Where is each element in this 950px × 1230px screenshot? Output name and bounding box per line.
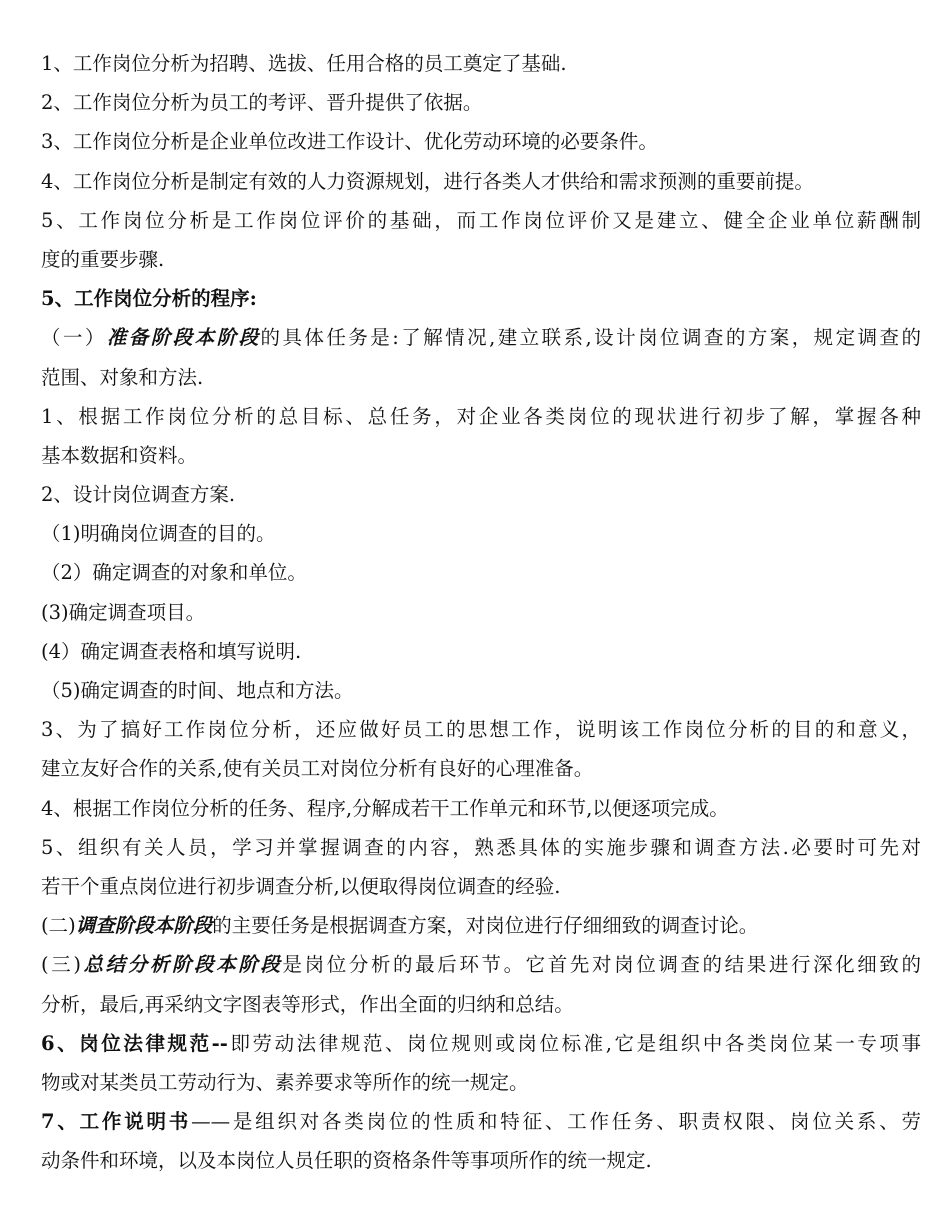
stage-title: 准备阶段本阶段 [106,326,261,350]
text-line: 5、组织有关人员，学习并掌握调查的内容，熟悉具体的实施步骤和调查方法.必要时可先对 [41,835,921,859]
stage-description: 的主要任务是根据调查方案，对岗位进行仔细细致的调查讨论。 [212,914,759,938]
term-heading: 7、工作说明书 [41,1110,192,1134]
term-heading: 6、岗位法律规范-- [41,1031,228,1055]
term-definition: 即劳动法律规范、岗位规则或岗位标准,它是组织中各类岗位某一专项事 [227,1031,921,1055]
text-line [41,1024,921,1063]
text-line: 3、为了搞好工作岗位分析，还应做好员工的思想工作，说明该工作岗位分析的目的和意义， [41,718,921,742]
text-line: (3)确定调查项目。 [41,600,206,624]
stage-number: (三) [41,953,81,977]
text-line: 3、工作岗位分析是企业单位改进工作设计、优化劳动环境的必要条件。 [41,130,658,154]
text-line: 4、工作岗位分析是制定有效的人力资源规划，进行各类人才供给和需求预测的重要前提。 [41,169,814,193]
text-line: 分析，最后,再采纳文字图表等形式，作出全面的归纳和总结。 [41,992,574,1016]
text-line: （2）确定调查的对象和单位。 [41,561,307,585]
text-line: 1、根据工作岗位分析的总目标、总任务，对企业各类岗位的现状进行初步了解，掌握各种 [41,404,921,428]
term-definition: ——是组织对各类岗位的性质和特征、工作任务、职责权限、岗位关系、劳 [191,1110,921,1134]
text-line: 2、工作岗位分析为员工的考评、晋升提供了依据。 [41,91,483,115]
text-line: 若干个重点岗位进行初步调查分析,以便取得岗位调查的经验. [41,874,561,898]
stage-description: 的具体任务是:了解情况,建立联系,设计岗位调查的方案，规定调查的 [260,326,921,350]
text-line: （1)明确岗位调查的目的。 [41,522,276,546]
stage-number: （一） [41,326,107,350]
text-line [41,318,921,357]
text-line: 建立友好合作的关系,使有关员工对岗位分析有良好的心理准备。 [41,757,594,781]
text-line: 度的重要步骤. [41,247,165,271]
text-line: 基本数据和资料。 [41,443,198,467]
text-line: (4）确定调查表格和填写说明. [41,639,302,663]
stage-title: 调查阶段本阶段 [75,914,213,938]
text-line: 1、工作岗位分析为招聘、选拔、任用合格的员工奠定了基础. [41,52,567,75]
document-page [41,44,921,1180]
text-line [41,1102,921,1141]
text-line: 2、设计岗位调查方案. [41,483,236,507]
section-heading: 5、工作岗位分析的程序: [41,287,257,311]
text-line: 物或对某类员工劳动行为、素养要求等所作的统一规定。 [41,1070,529,1094]
text-line: 4、根据工作岗位分析的任务、程序,分解成若干工作单元和环节,以便逐项完成。 [41,796,729,820]
stage-title: 总结分析阶段本阶段 [80,953,283,977]
stage-number: (二) [41,914,76,938]
text-line: 动条件和环境，以及本岗位人员任职的资格条件等事项所作的统一规定. [41,1149,652,1173]
text-line [41,945,921,984]
stage-description: 是岗位分析的最后环节。它首先对岗位调查的结果进行深化细致的 [282,953,921,977]
text-line: 5、工作岗位分析是工作岗位评价的基础，而工作岗位评价又是建立、健全企业单位薪酬制 [41,208,921,232]
text-line: 范围、对象和方法. [41,365,204,389]
text-line [41,906,921,945]
text-line: （5)确定调查的时间、地点和方法。 [41,679,354,702]
